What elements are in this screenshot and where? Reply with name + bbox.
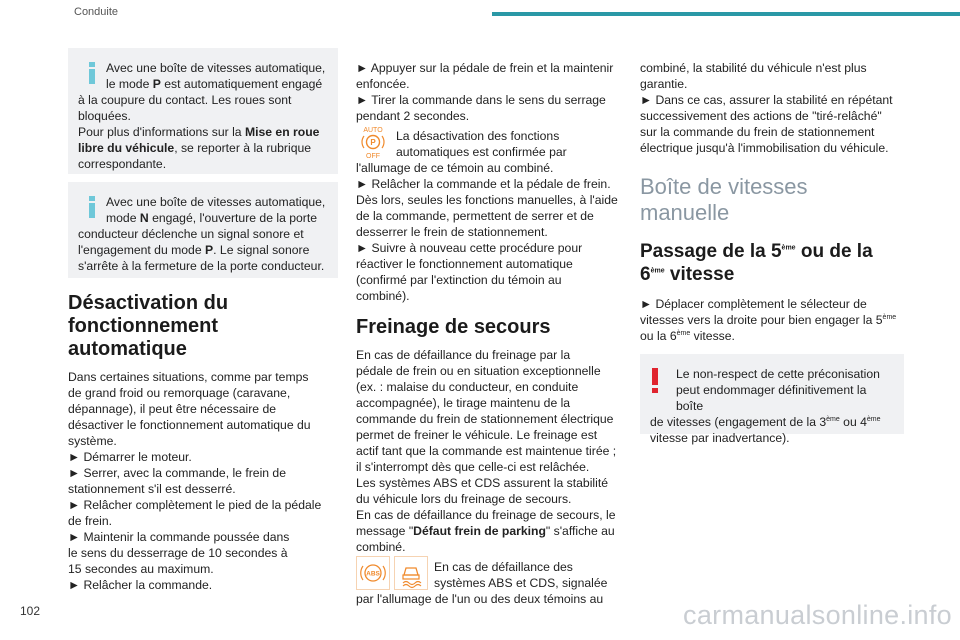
column-left (68, 48, 338, 593)
body-line: pédale de frein ou en situation exceptionnelle (356, 364, 601, 378)
info-note-n-mode (68, 182, 338, 278)
note-line: bloquées. (78, 109, 131, 123)
header-accent-bar (492, 12, 960, 16)
body-line: de grand froid ou remorquage (caravane, (68, 386, 291, 400)
deactivation-body (68, 369, 338, 593)
note-line: Avec une boîte de vitesses automatique, (106, 61, 326, 75)
auto-off-warning-lamp-icon (356, 124, 390, 160)
body-line: (confirmé par l'extinction du témoin au combiné). (356, 273, 562, 303)
body-line: Dans certaines situations, comme par temps (68, 370, 309, 384)
svg-text:P: P (370, 138, 376, 147)
abs-label: ABS (366, 570, 380, 578)
body-line: Dès lors, seules les fonctions manuelles, à l'aide (356, 193, 618, 207)
warning-line: Le non-respect de cette préconisation (676, 367, 880, 381)
note-line: Avec une boîte de vitesses automatique, (106, 195, 326, 209)
watermark-text: carmanualsonline.info (683, 600, 952, 630)
body-line: En cas de défaillance du freinage par la (356, 348, 571, 362)
body-line: ► Tirer la commande dans le sens du serrage (356, 93, 606, 107)
body-line: par l'allumage de l'un ou des deux témoins au (356, 592, 604, 606)
info-icon (87, 196, 95, 218)
body-line: enfoncée. (356, 77, 410, 91)
page-number: 102 (20, 604, 41, 618)
body-line: actif tant que la commande est maintenue tirée ; (356, 444, 617, 458)
lamp-text-line: En cas de défaillance des (434, 560, 573, 574)
body-line: commande du frein de stationnement électrique (356, 412, 614, 426)
body-line: message "Défaut frein de parking" s'affiche au (356, 524, 615, 538)
note-line: mode N engagé, l'ouverture de la porte (106, 211, 318, 225)
lamp-text-line: La désactivation des fonctions (396, 129, 560, 143)
note-line: libre du véhicule, se reporter à la rubrique (78, 141, 312, 155)
warning-line: peut endommager définitivement la boîte (676, 383, 867, 413)
note-line: correspondante. (78, 157, 167, 171)
column-right (640, 60, 904, 445)
body-line: successivement des actions de "tiré-relâché" (640, 109, 882, 123)
note-line: conducteur déclenche un signal sonore et (78, 227, 304, 241)
body-line: accompagnée), le tirage maintenu de la (356, 396, 571, 410)
section-title-deactivation: Désactivation du fonctionnement automatique (68, 292, 229, 360)
note-line: Pour plus d'informations sur la Mise en roue (78, 125, 320, 139)
body-line: dépannage), il peut être nécessaire de (68, 402, 277, 416)
info-note-p-mode (68, 48, 338, 174)
column-middle (356, 60, 618, 607)
body-line: combiné, la stabilité du véhicule n'est plus (640, 61, 867, 75)
body-line: réactiver le fonctionnement automatique (356, 257, 573, 271)
cds-warning-lamp-icon (394, 556, 428, 590)
body-line: le sens du desserrage de 10 secondes à (68, 546, 288, 560)
body-line: vitesses vers la droite pour bien engager la 5ème (640, 313, 897, 327)
body-line: ou la 6ème vitesse. (640, 329, 735, 343)
body-line: ► Relâcher complètement le pied de la pédale (68, 498, 322, 512)
body-line: garantie. (640, 77, 688, 91)
body-line: permet de freiner le véhicule. Le freinage est (356, 428, 598, 442)
body-line: il s'interrompt dès que celle-ci est relâchée. (356, 460, 590, 474)
gear-body (640, 296, 904, 344)
chapter-title-manual-gearbox: Boîte de vitesses manuelle (640, 174, 808, 225)
body-line: (ex. : malaise du conducteur, en conduite (356, 380, 579, 394)
section-title-emergency-braking: Freinage de secours (356, 316, 551, 338)
body-line: ► Dans ce cas, assurer la stabilité en répétant (640, 93, 893, 107)
lamp-text-line: systèmes ABS et CDS, signalée (434, 576, 608, 590)
body-line: l'allumage de ce témoin au combiné. (356, 161, 554, 175)
body-line: ► Démarrer le moteur. (68, 450, 192, 464)
warning-icon (650, 368, 658, 393)
lamp-text-line: automatiques est confirmée par (396, 145, 567, 159)
lamp-label-bottom: OFF (366, 153, 380, 160)
body-line: de frein. (68, 514, 113, 528)
body-line: ► Relâcher la commande. (68, 578, 213, 592)
body-line: ► Serrer, avec la commande, le frein de (68, 466, 286, 480)
body-line: de la commande, permettent de serrer et de (356, 209, 594, 223)
note-line: à la coupure du contact. Les roues sont (78, 93, 292, 107)
auto-off-lamp-block (356, 124, 618, 160)
section-title-5th-6th-gear: Passage de la 5ème ou de la 6ème vitesse (640, 241, 873, 285)
warning-line: vitesse par inadvertance). (650, 431, 790, 445)
body-line: pendant 2 secondes. (356, 109, 470, 123)
body-line: Les systèmes ABS et CDS assurent la stabilité (356, 476, 608, 490)
body-line: stationnement s'il est desserré. (68, 482, 236, 496)
body-line: desserrer le frein de stationnement. (356, 225, 548, 239)
lamp-label-top: AUTO (363, 127, 383, 134)
body-line: 15 secondes au maximum. (68, 562, 214, 576)
note-line: s'arrête à la fermeture de la porte conducteur. (78, 259, 325, 273)
info-icon (87, 62, 95, 84)
section-header-title: Conduite (74, 6, 119, 18)
abs-cds-lamp-block (356, 555, 618, 591)
body-line: sur la commande du frein de stationnement (640, 125, 875, 139)
body-line: ► Relâcher la commande et la pédale de frein. (356, 177, 611, 191)
body-line: En cas de défaillance du freinage de secours, le (356, 508, 616, 522)
body-line: combiné. (356, 540, 406, 554)
body-line: ► Appuyer sur la pédale de frein et la maintenir (356, 61, 614, 75)
body-line: système. (68, 434, 117, 448)
note-line: l'engagement du mode P. Le signal sonore (78, 243, 310, 257)
body-line: électrique jusqu'à l'immobilisation du véhicule. (640, 141, 889, 155)
warning-line: de vitesses (engagement de la 3ème ou 4ème (650, 415, 881, 429)
body-line: désactiver le fonctionnement automatique du (68, 418, 311, 432)
note-line: le mode P est automatiquement engagé (106, 77, 323, 91)
body-line: ► Déplacer complètement le sélecteur de (640, 297, 867, 311)
body-line: ► Maintenir la commande poussée dans (68, 530, 290, 544)
abs-warning-lamp-icon (356, 556, 390, 590)
body-line: ► Suivre à nouveau cette procédure pour (356, 241, 583, 255)
warning-note-gearbox (640, 354, 904, 445)
body-line: du véhicule lors du freinage de secours. (356, 492, 572, 506)
